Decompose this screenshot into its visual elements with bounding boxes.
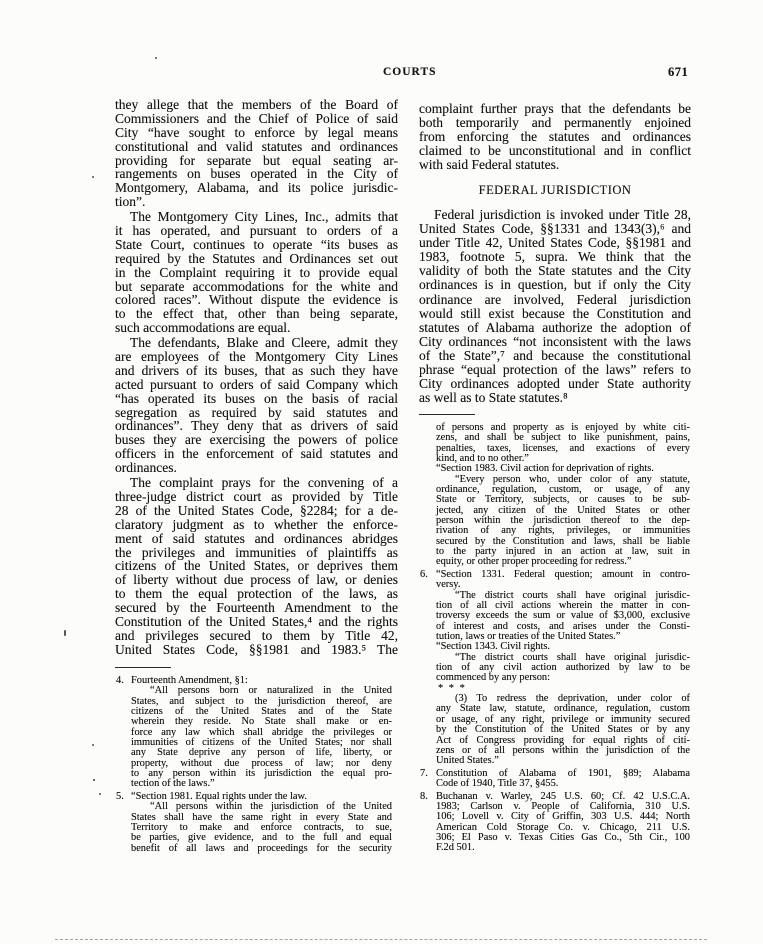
footnote-line: commenced by any person: — [436, 672, 550, 684]
body-text-line: Commissioners and the Chief of Police of said — [115, 110, 398, 126]
scan-edge-line — [55, 939, 707, 940]
footnote-line: wherein they reside. No State shall make or en- — [131, 716, 392, 728]
footnote-line: “Section 1331. Federal question; amount in contro- — [436, 569, 690, 580]
body-text-line: of the State”,⁷ and because the constitutional — [419, 347, 691, 363]
body-text-line: as well as to State statutes.⁸ — [419, 390, 568, 406]
body-text-line: would still exist because the Constitution and — [419, 305, 691, 321]
body-text-line: The Montgomery City Lines, Inc., admits that — [130, 209, 398, 225]
page-number: 671 — [668, 65, 689, 79]
body-text-line: acted pursuant to orders of said Company which — [115, 376, 398, 392]
footnote-line: American Cold Storage Co. v. Chicago, 211 U.S. — [436, 821, 690, 833]
body-text-line: but separate accommodations for the white and — [115, 278, 398, 294]
body-text-line: ordinances is in question, but if only the City — [419, 277, 691, 293]
body-text-line: complaint further prays that the defendants be — [419, 101, 691, 116]
footnote-line: benefit of all laws and proceedings for the security — [131, 842, 392, 854]
body-text-line: from enforcing the statutes and ordinances — [419, 129, 691, 145]
body-text-line: providing for separate but equal seating ar- — [115, 152, 398, 168]
body-text-line: are employees of the Montgomery City Lines — [115, 349, 398, 365]
body-text-line: buses they are exercising the powers of police — [115, 432, 398, 448]
body-text-line: secured by the Fourteenth Amendment to the — [115, 600, 398, 616]
footnote-line: to the party injured in an action at law, suit in — [436, 546, 690, 558]
paragraph — [115, 336, 398, 475]
body-text-line: claimed to be unconstitutional and in conflict — [419, 143, 691, 159]
footnote-number: 5. — [116, 790, 124, 802]
footnote-line: “Section 1981. Equal rights under the law. — [131, 790, 307, 802]
body-text-line: City ordinances “not inconsistent with the laws — [419, 333, 691, 349]
body-text-line: and drivers of its buses, that as such they have — [115, 362, 398, 378]
body-text-line: ordinances”. They deny that as drivers of said — [115, 418, 398, 434]
body-text-line: validity of both the State statutes and the City — [419, 263, 691, 279]
footnote-line: penalties, taxes, licenses, and exactions of every — [436, 442, 690, 454]
footnote — [419, 570, 690, 767]
body-text-line: 1983, footnote 5, supra. We think that the — [419, 249, 691, 265]
body-text-line: City “have sought to enforce by legal means — [115, 124, 398, 140]
running-head-title: COURTS — [383, 66, 437, 78]
body-text-line: United States Code, §§1981 and 1983.⁵ The — [115, 641, 398, 657]
footnote-line: States, and subject to the jurisdiction thereof, are — [131, 695, 392, 707]
footnote-line: zens or of all persons within the jurisdiction of the — [436, 744, 690, 756]
body-text-line: Montgomery, Alabama, and its police jurisdic- — [115, 180, 398, 196]
footnote-line: United States.” — [436, 755, 499, 767]
body-text-line: of liberty without due process of law, or denies — [115, 572, 398, 588]
body-text-line: officers in the enforcement of said statutes and — [115, 446, 398, 462]
footnote-number: 8. — [420, 790, 428, 802]
body-text-line: it has operated, and pursuant to orders of a — [115, 223, 398, 239]
footnote-line: by the Constitution of the United States or by any — [436, 724, 690, 736]
section-heading: FEDERAL JURISDICTION — [478, 182, 632, 197]
footnote-line: immunities of citizens of the United States; nor shall — [131, 737, 392, 749]
right-column-footnotes — [419, 423, 690, 854]
footnote-line: force any law which shall abridge the privileges or — [131, 726, 392, 738]
paragraph — [115, 98, 398, 209]
left-column-footnotes — [115, 676, 392, 854]
body-text-line: The complaint prays for the convening of a — [130, 475, 398, 491]
footnote-line: citizens of the United States and of the State — [131, 706, 392, 718]
footnote-line: person within the jurisdiction thereof to the dep- — [436, 515, 690, 527]
footnote-line: Act of Congress providing for equal rights of citi- — [436, 734, 690, 746]
paragraph — [115, 210, 398, 335]
footnote-line: 106; Lovell v. City of Griffin, 303 U.S. 444; North — [436, 811, 690, 823]
body-text-line: to the effect that, other than being separate, — [115, 306, 398, 322]
body-text-line: they allege that the members of the Board of — [115, 97, 398, 112]
scan-speck — [92, 744, 94, 746]
footnote-line: be parties, give evidence, and to the full and equal — [131, 832, 392, 844]
body-text-line: citizens of the United States, or deprives them — [115, 558, 398, 574]
footnote-line: to any person within its jurisdiction the equal pro- — [131, 768, 392, 780]
footnote-line: 306; El Paso v. Texas Cities Gas Co., 5th Cir., 100 — [436, 831, 690, 843]
footnote-line: Territory to make and enforce contracts, to sue, — [131, 822, 392, 833]
footnote-line: or usage, of any right, privilege or immunity secured — [436, 713, 690, 725]
footnote-line: versy. — [436, 579, 461, 591]
footnote-line: 1983; Carlson v. People of California, 310 U.S. — [436, 800, 690, 812]
footnote-line: troversy exceeds the sum or value of $3,000, exclusive — [436, 610, 690, 622]
footnote-line: “All persons born or naturalized in the United — [150, 685, 392, 697]
footnote-line: State or Territory, subjects, or causes to be sub- — [436, 494, 690, 506]
body-text-line: segregation as required by said statutes and — [115, 404, 398, 420]
paragraph — [419, 208, 691, 405]
footnote-line: “Every person who, under color of any statute, — [455, 473, 690, 485]
footnote-line: tution, laws or treaties of the United States.” — [436, 631, 621, 643]
footnote-line: ordinance, regulation, custom, or usage, of any — [436, 484, 690, 496]
body-text-line: required by the Statutes and Ordinances set out — [115, 250, 398, 266]
footnote-line: “The district courts shall have original jurisdic- — [455, 651, 690, 663]
scan-speck — [92, 176, 94, 178]
paragraph — [115, 476, 398, 657]
body-text-line: such accommodations are equal. — [115, 320, 291, 336]
body-text-line: under Title 42, United States Code, §§1981 and — [419, 235, 691, 251]
footnote-line: Buchanan v. Warley, 245 U.S. 60; Cf. 42 U.S.C.A. — [436, 790, 690, 802]
footnote-line: States shall have the same right in every State and — [131, 811, 392, 823]
footnote-number: 7. — [420, 767, 428, 779]
footnote-line: “All persons within the jurisdiction of the United — [150, 801, 392, 813]
body-text-line: ordinances. — [115, 460, 177, 476]
body-text-line: ment of said statutes and ordinances abridges — [115, 530, 398, 546]
body-text-line: “has operated its buses on the basis of racial — [115, 390, 398, 406]
footnote — [419, 792, 690, 854]
footnote-number: 4. — [116, 675, 124, 686]
body-text-line: with said Federal statutes. — [419, 157, 560, 173]
body-text-line: phrase “equal protection of the laws” refers to — [419, 362, 691, 377]
footnote-line: “Section 1983. Civil action for deprivation of rights. — [436, 463, 654, 475]
footnote — [419, 423, 690, 568]
right-column-body — [419, 102, 691, 405]
footnote-line: tion of any civil action authorized by law to be — [436, 662, 690, 674]
scan-speck — [99, 793, 101, 795]
body-text-line: in the Complaint requiring it to provide equal — [115, 264, 398, 280]
footnote-line: of persons and property as is enjoyed by white citi- — [436, 422, 690, 433]
footnote — [115, 676, 392, 790]
body-text-line: The defendants, Blake and Cleere, admit they — [130, 335, 398, 351]
footnote — [115, 792, 392, 854]
body-text-line: both temporarily and permanently enjoined — [419, 115, 691, 131]
footnote-line: jected, any citizen of the United States or other — [436, 504, 690, 516]
body-text-line: State Court, continues to operate “its buses as — [115, 236, 398, 252]
body-text-line: 28 of the United States Code, §2284; for a de- — [115, 502, 398, 518]
body-text-line: Constitution of the United States,⁴ and the rights — [115, 613, 398, 629]
body-text-line: Federal jurisdiction is invoked under Title 28, — [434, 206, 691, 222]
footnote-line: tection of the laws.” — [131, 778, 215, 790]
footnote-line: tion of all civil actions wherein the matter in con- — [436, 600, 690, 612]
body-text-line: City ordinances adopted under State authority — [419, 376, 691, 392]
scan-speck — [93, 779, 95, 781]
footnote-line: “Section 1343. Civil rights. — [436, 641, 551, 653]
footnote-rule — [115, 667, 171, 668]
body-text-line: to them the equal protection of the laws, as — [115, 586, 398, 602]
footnote-line: Fourteenth Amendment, §1: — [131, 675, 248, 686]
footnote-line: * * * — [438, 682, 467, 694]
footnote-line: secured by the Constitution and laws, shall be liable — [436, 535, 690, 547]
body-text-line: statutes of Alabama authorize the adoption of — [419, 319, 691, 335]
footnote-line: rivation of any rights, privileges, or immunities — [436, 525, 690, 537]
left-column-body — [115, 98, 398, 657]
body-text-line: rangements on buses operated in the City of — [115, 166, 398, 182]
body-text-line: ordinance are involved, Federal jurisdiction — [419, 291, 691, 307]
body-text-line: United States Code, §§1331 and 1343(3),⁶ and — [419, 221, 691, 237]
footnote-line: “The district courts shall have original jurisdic- — [455, 589, 690, 601]
scan-speck — [155, 57, 157, 59]
body-text-line: claratory judgment as to whether the enforce- — [115, 516, 398, 532]
footnote-line: any State law, statute, ordinance, regulation, custom — [436, 703, 690, 715]
paragraph — [419, 102, 691, 172]
body-text-line: the privileges and immunities of plaintiffs as — [115, 544, 398, 560]
body-text-line: and privileges secured to them by Title 42, — [115, 627, 398, 643]
body-text-line: colored races”. Without dispute the evidence is — [115, 292, 398, 308]
footnote-line: property, without due process of law; nor deny — [131, 757, 392, 769]
body-text-line: tion”. — [115, 194, 146, 210]
footnote-line: zens, and shall be subject to like punishment, pains, — [436, 432, 690, 444]
scan-speck — [64, 630, 66, 636]
footnote-line: Constitution of Alabama of 1901, §89; Alabama — [436, 767, 690, 779]
footnote-line: kind, and to no other.” — [436, 453, 529, 465]
footnote-line: any State deprive any person of life, liberty, or — [131, 747, 392, 759]
footnote-line: equity, or other proper proceeding for redress.” — [436, 556, 632, 568]
body-text-line: constitutional and valid statutes and ordinances — [115, 138, 398, 154]
footnote-line: F.2d 501. — [436, 842, 475, 854]
footnote-line: of interest and costs, and arises under the Consti- — [436, 620, 690, 632]
footnote-number: 6. — [420, 569, 428, 580]
footnote — [419, 769, 690, 790]
body-text-line: three-judge district court as provided by Title — [115, 488, 398, 504]
footnote-line: Code of 1940, Title 37, §455. — [436, 778, 559, 790]
footnote-line: (3) To redress the deprivation, under color of — [455, 693, 690, 705]
footnote-rule — [419, 414, 475, 415]
